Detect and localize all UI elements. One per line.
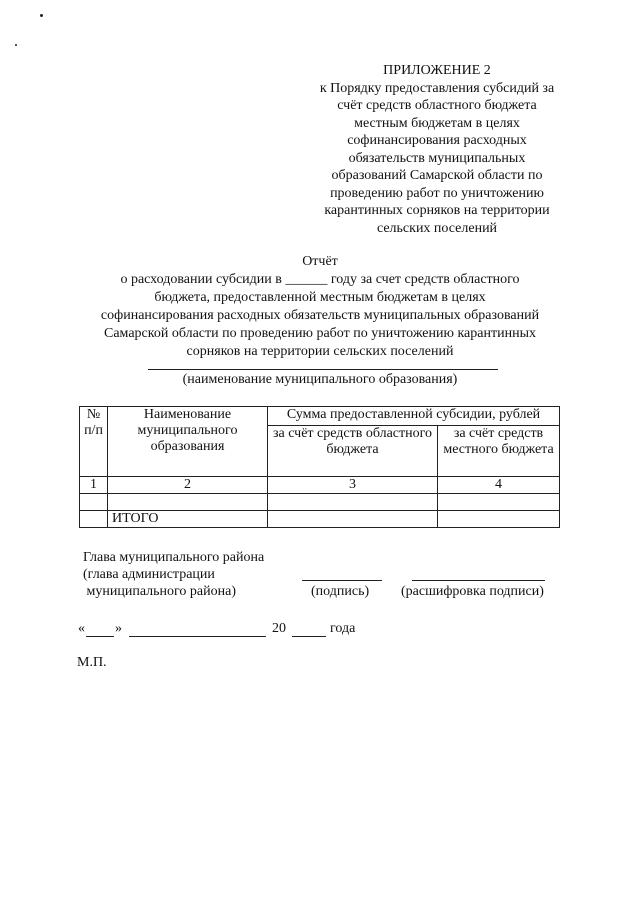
scan-artifact-dot bbox=[40, 14, 43, 17]
signature-line[interactable] bbox=[302, 580, 382, 581]
appendix-line: сельских поселений bbox=[376, 220, 498, 236]
stamp-place: М.П. bbox=[77, 655, 107, 670]
appendix-line: местным бюджетам в целях bbox=[354, 115, 520, 131]
decoding-caption: (расшифровка подписи) bbox=[401, 584, 544, 599]
signatory-title bbox=[83, 549, 264, 600]
table-cell[interactable] bbox=[108, 494, 268, 511]
appendix-line: образований Самарской области по bbox=[331, 168, 543, 183]
total-label: ИТОГО bbox=[108, 511, 268, 528]
date-month-line[interactable] bbox=[129, 636, 266, 637]
table-row bbox=[80, 494, 560, 511]
report-line: софинансирования расходных обязательств муниципальных образований bbox=[100, 308, 540, 323]
municipality-caption: (наименование муниципального образования) bbox=[182, 372, 458, 387]
signatory-line: (глава администрации bbox=[83, 567, 215, 582]
signatory-line: Глава муниципального района bbox=[83, 550, 265, 565]
subsidy-table bbox=[79, 406, 560, 528]
municipality-name-line bbox=[148, 369, 498, 370]
header-num: № п/п bbox=[80, 407, 108, 477]
header-sum: Сумма предоставленной субсидии, рублей bbox=[268, 407, 560, 426]
report-title: Отчёт bbox=[302, 254, 338, 269]
signatory-line: муниципального района) bbox=[83, 584, 236, 599]
date-year-prefix: 20 bbox=[272, 621, 286, 636]
table-cell[interactable] bbox=[438, 511, 560, 528]
table-cell: 3 bbox=[268, 477, 438, 494]
header-regional: за счёт средств областного бюджета bbox=[268, 426, 438, 477]
appendix-line: к Порядку предоставления субсидий за bbox=[319, 80, 555, 96]
report-line: бюджета, предоставленной местным бюджетам в целях bbox=[154, 290, 486, 305]
table-cell: 4 bbox=[438, 477, 560, 494]
report-line: о расходовании субсидии в ______ году за счет средств областного bbox=[120, 272, 520, 287]
appendix-line: карантинных сорняков на территории bbox=[324, 203, 550, 218]
report-line: сорняков на территории сельских поселений bbox=[186, 344, 454, 359]
appendix-line: счёт средств областного бюджета bbox=[337, 98, 537, 113]
table-cell[interactable] bbox=[80, 494, 108, 511]
table-header-row bbox=[80, 407, 560, 426]
appendix-header bbox=[292, 62, 582, 237]
appendix-title: ПРИЛОЖЕНИЕ 2 bbox=[383, 63, 491, 78]
header-name: Наименование муниципального образования bbox=[108, 407, 268, 477]
table-cell[interactable] bbox=[268, 511, 438, 528]
table-cell[interactable] bbox=[268, 494, 438, 511]
table-cell bbox=[80, 511, 108, 528]
date-year-suffix: года bbox=[330, 621, 356, 636]
table-index-row bbox=[80, 477, 560, 494]
appendix-line: проведению работ по уничтожению bbox=[330, 185, 544, 201]
table-cell: 1 bbox=[80, 477, 108, 494]
header-local: за счёт средств местного бюджета bbox=[438, 426, 560, 477]
appendix-line: обязательств муниципальных bbox=[348, 150, 526, 166]
date-close-quote: » bbox=[115, 621, 122, 636]
report-block bbox=[60, 253, 580, 361]
appendix-line: софинансирования расходных bbox=[347, 133, 527, 148]
table-cell[interactable] bbox=[438, 494, 560, 511]
decoding-line[interactable] bbox=[412, 580, 545, 581]
date-day-line[interactable] bbox=[86, 636, 114, 637]
table-cell: 2 bbox=[108, 477, 268, 494]
report-line: Самарской области по проведению работ по уничтожению карантинных bbox=[104, 326, 536, 341]
date-year-line[interactable] bbox=[292, 636, 326, 637]
table-total-row bbox=[80, 511, 560, 528]
date-open-quote: « bbox=[78, 621, 85, 636]
scan-artifact-dot bbox=[15, 44, 17, 46]
signature-caption: (подпись) bbox=[311, 584, 370, 599]
